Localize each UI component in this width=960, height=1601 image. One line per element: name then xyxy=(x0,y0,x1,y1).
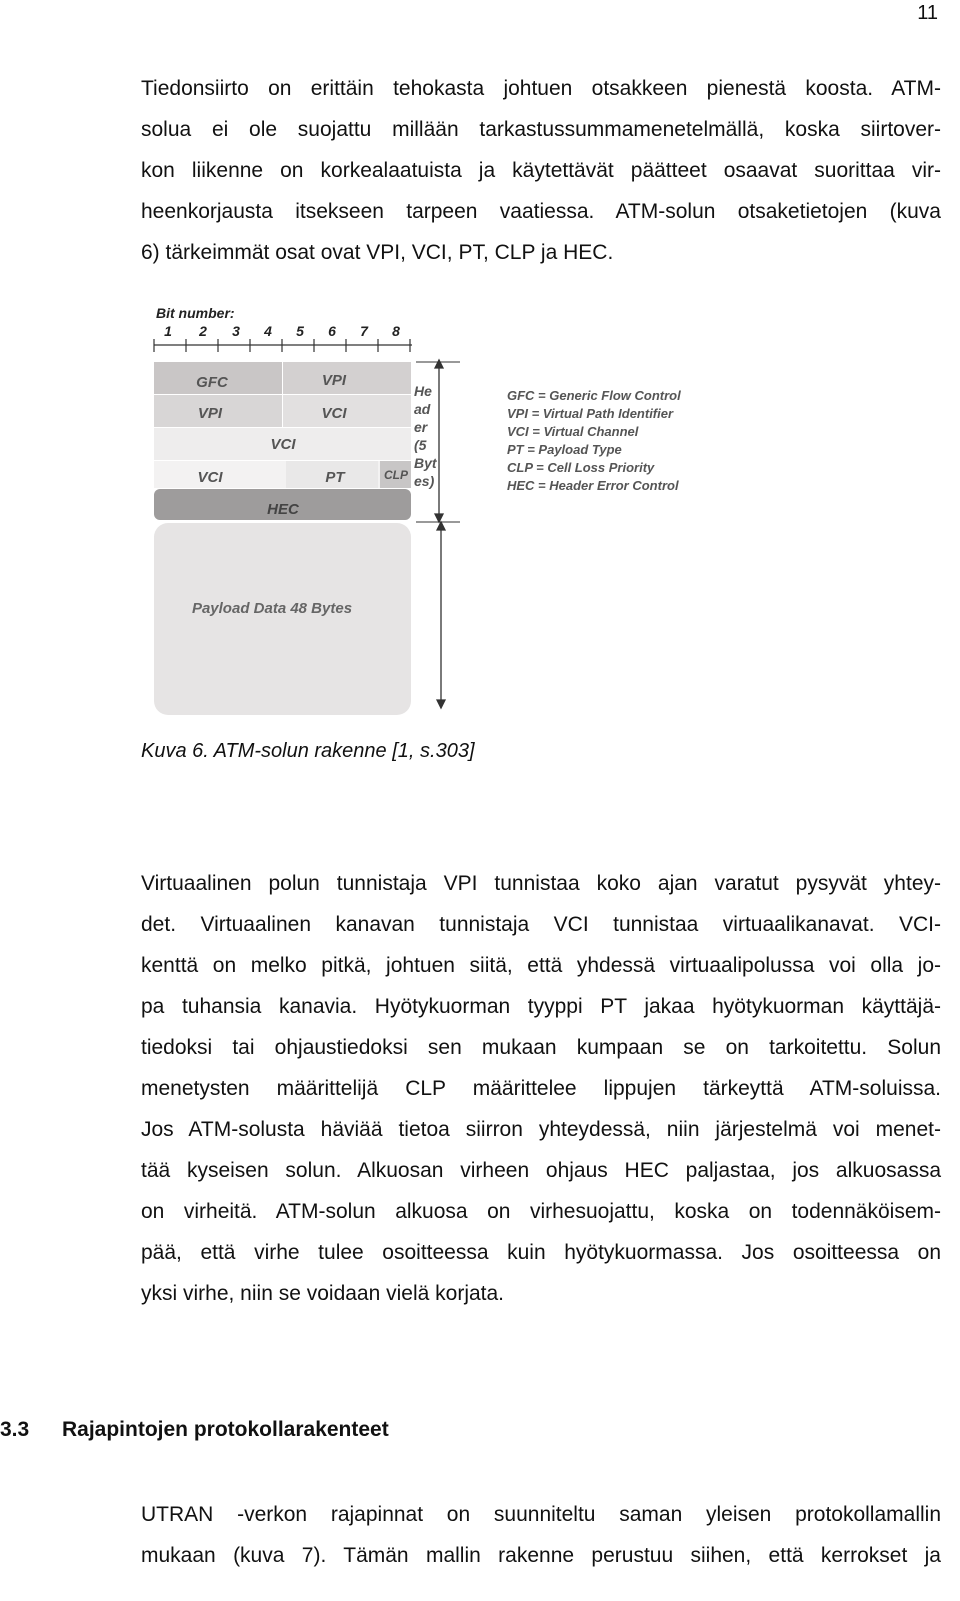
figure-caption: Kuva 6. ATM-solun rakenne [1, s.303] xyxy=(141,740,475,762)
payload-size-arrow xyxy=(437,522,445,708)
text-line: pa tuhansia kanavia. Hyötykuorman tyyppi PT jakaa hyötykuorman käyttäjä- xyxy=(141,995,941,1018)
legend-entry: VCI = Virtual Channel xyxy=(507,424,639,439)
header-label: Byt xyxy=(414,455,437,471)
text-line: Virtuaalinen polun tunnistaja VPI tunnistaa koko ajan varatut pysyvät yhtey- xyxy=(141,872,941,895)
text-line: Tiedonsiirto on erittäin tehokasta johtuen otsakkeen pienestä koosta. ATM- xyxy=(141,77,941,100)
field-payload xyxy=(154,523,411,715)
label-payload: Payload Data 48 Bytes xyxy=(191,600,353,617)
header-label: ad xyxy=(414,401,431,417)
label-vpi: VPI xyxy=(321,372,347,389)
label-vci: VCI xyxy=(321,405,347,422)
header-label: He xyxy=(414,383,432,399)
field-vpi-row1 xyxy=(283,362,411,394)
label-hec: HEC xyxy=(267,501,299,518)
legend-entry: CLP = Cell Loss Priority xyxy=(507,460,655,475)
bit-label: 3 xyxy=(232,323,240,339)
text-line: Jos ATM-solusta häviää tietoa siirron yhteydessä, niin järjestelmä voi menet- xyxy=(141,1118,941,1141)
bit-number-label: Bit number: xyxy=(156,305,235,321)
header-label: er xyxy=(414,419,428,435)
label-vci: VCI xyxy=(197,469,223,486)
text-line: mukaan (kuva 7). Tämän mallin rakenne perustuu siihen, että kerrokset ja xyxy=(141,1544,941,1567)
bit-label: 2 xyxy=(199,323,207,339)
label-vci: VCI xyxy=(270,436,296,453)
paragraph-atm-fields xyxy=(141,863,941,1314)
text-line: UTRAN -verkon rajapinnat on suunniteltu saman yleisen protokollamallin xyxy=(141,1503,941,1526)
text-line: 6) tärkeimmät osat ovat VPI, VCI, PT, CLP ja HEC. xyxy=(141,241,614,264)
legend-entry: VPI = Virtual Path Identifier xyxy=(507,406,674,421)
section-heading xyxy=(0,1418,389,1442)
label-vpi: VPI xyxy=(197,405,223,422)
bit-label: 6 xyxy=(328,323,336,339)
paragraph-atm-intro xyxy=(141,68,941,273)
paragraph-utran xyxy=(141,1494,941,1576)
section-number: 3.3 xyxy=(0,1418,30,1441)
atm-cell-diagram xyxy=(140,296,700,721)
text-line: det. Virtuaalinen kanavan tunnistaja VCI tunnistaa virtuaalikanavat. VCI- xyxy=(141,913,941,936)
text-line: kon liikenne on korkealaatuista ja käytettävät päätteet osaavat suorittaa vir- xyxy=(141,159,941,182)
header-size-arrow xyxy=(435,360,443,522)
text-line: heenkorjausta itsekseen tarpeen vaatiessa. ATM-solun otsaketietojen (kuva xyxy=(141,200,941,223)
label-clp: CLP xyxy=(384,468,408,482)
header-label: (5 xyxy=(414,437,427,453)
section-title: Rajapintojen protokollarakenteet xyxy=(62,1418,389,1441)
legend-entry: HEC = Header Error Control xyxy=(507,478,679,493)
header-label: es) xyxy=(414,473,435,489)
text-line: solua ei ole suojattu millään tarkastussummamenetelmällä, koska siirtover- xyxy=(141,118,941,141)
bit-ruler xyxy=(154,339,412,352)
text-line: on virheitä. ATM-solun alkuosa on virhesuojattu, koska on todennäköisem- xyxy=(141,1200,941,1223)
bit-label: 8 xyxy=(392,323,400,339)
text-line: kenttä on melko pitkä, johtuen siitä, että yhdessä virtuaalipolussa voi olla jo- xyxy=(141,954,941,977)
legend-entry: PT = Payload Type xyxy=(507,442,622,457)
text-line: tää kyseisen solun. Alkuosan virheen ohjaus HEC paljastaa, jos alkuosassa xyxy=(141,1159,941,1182)
text-line: yksi virhe, niin se voidaan vielä korjata. xyxy=(141,1282,505,1305)
page-number: 11 xyxy=(917,2,938,24)
field-vci-row2 xyxy=(283,395,411,427)
bit-label: 7 xyxy=(360,323,368,339)
text-line: menetysten määrittelijä CLP määrittelee lippujen tärkeyttä ATM-soluissa. xyxy=(141,1077,941,1100)
bit-label: 4 xyxy=(264,323,272,339)
bit-label: 1 xyxy=(164,323,172,339)
label-pt: PT xyxy=(325,469,345,486)
text-line: tiedoksi tai ohjaustiedoksi sen mukaan kumpaan se on tarkoitettu. Solun xyxy=(141,1036,941,1059)
bit-label: 5 xyxy=(296,323,304,339)
atm-cell-figure xyxy=(140,296,700,721)
label-gfc: GFC xyxy=(196,374,228,391)
text-line: pää, että virhe tulee osoitteessa kuin hyötykuormassa. Jos osoitteessa on xyxy=(141,1241,941,1264)
legend-entry: GFC = Generic Flow Control xyxy=(507,388,681,403)
